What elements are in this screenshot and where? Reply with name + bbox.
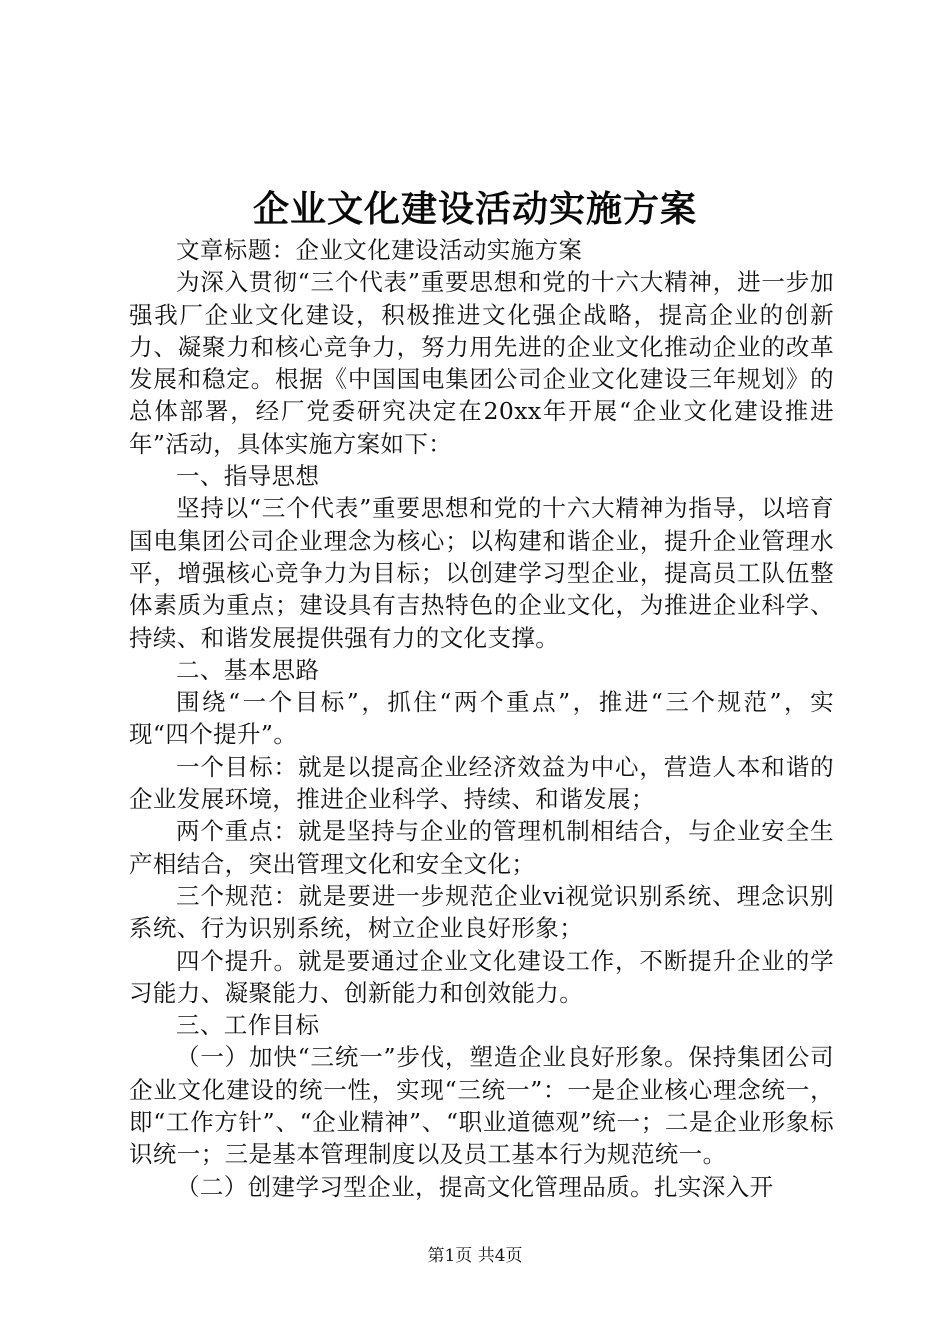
document-title: 企业文化建设活动实施方案	[252, 188, 697, 230]
work-goal-one-paragraph: （一）加快“三统一”步伐，塑造企业良好形象。保持集团公司企业文化建设的统一性，实现“三统一”：一是企业核心理念统一，即“工作方针”、“企业精神”、“职业道德观”统一；二是企业形象标识统一；三是基本管理制度以及员工基本行为规范统一。	[129, 1043, 834, 1169]
document-body	[129, 234, 834, 1203]
section-heading-work-goals: 三、工作目标	[176, 1011, 320, 1040]
section-heading-basic-approach: 二、基本思路	[176, 655, 320, 684]
four-improvements-paragraph: 四个提升。就是要通过企业文化建设工作，不断提升企业的学习能力、凝聚能力、创新能力和创效能力。	[129, 946, 834, 1007]
three-norms-paragraph: 三个规范：就是要进一步规范企业vi视觉识别系统、理念识别系统、行为识别系统，树立企业良好形象；	[129, 881, 834, 943]
guiding-thought-paragraph: 坚持以“三个代表”重要思想和党的十六大精神为指导，以培育国电集团公司企业理念为核心；以构建和谐企业，提升企业管理水平，增强核心竞争力为目标；以创建学习型企业，提高员工队伍整体素质为重点；建设具有吉热特色的企业文化，为推进企业科学、持续、和谐发展提供强有力的文化支撑。	[129, 494, 834, 652]
two-focus-paragraph: 两个重点：就是坚持与企业的管理机制相结合，与企业安全生产相结合，突出管理文化和安全文化；	[129, 817, 834, 878]
intro-paragraph: 为深入贯彻“三个代表”重要思想和党的十六大精神，进一步加强我厂企业文化建设，积极推进文化强企战略，提高企业的创新力、凝聚力和核心竞争力，努力用先进的企业文化推动企业的改革发展和稳定。根据《中国国电集团公司企业文化建设三年规划》的总体部署，经厂党委研究决定在20xx年开展“企业文化建设推进年”活动，具体实施方案如下：	[129, 268, 834, 458]
page-footer: 第1页 共4页	[427, 1246, 523, 1266]
section-heading-guiding-thought: 一、指导思想	[176, 462, 320, 491]
one-goal-paragraph: 一个目标：就是以提高企业经济效益为中心，营造人本和谐的企业发展环境，推进企业科学、持续、和谐发展；	[129, 752, 834, 814]
article-title-line: 文章标题：企业文化建设活动实施方案	[176, 236, 583, 264]
work-goal-two-paragraph: （二）创建学习型企业，提高文化管理品质。扎实深入开	[176, 1172, 774, 1201]
basic-approach-paragraph: 围绕“一个目标”，抓住“两个重点”，推进“三个规范”，实现“四个提升”。	[129, 688, 834, 749]
